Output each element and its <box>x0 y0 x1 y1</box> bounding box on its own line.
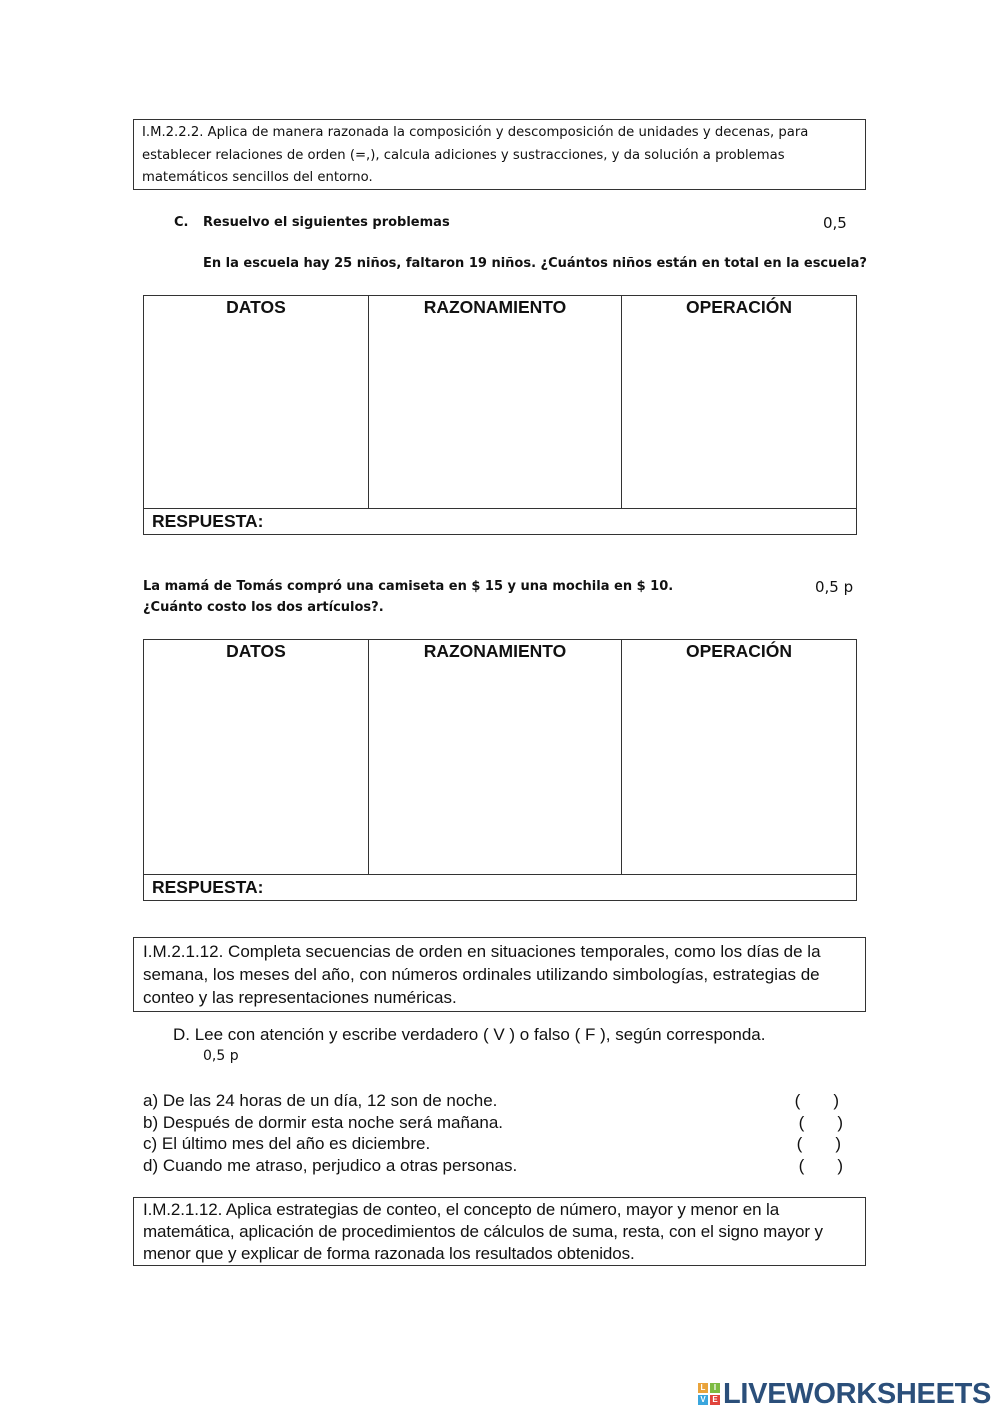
list-item <box>143 1133 853 1155</box>
list-item <box>143 1090 853 1112</box>
problem-2-operacion-cell[interactable] <box>622 640 857 875</box>
logo-mark-i: I <box>710 1383 720 1393</box>
problem-1-answer-label: RESPUESTA: <box>152 511 264 531</box>
problem-1-table <box>143 295 857 535</box>
problem-2-razonamiento-cell[interactable] <box>369 640 622 875</box>
liveworksheets-logo[interactable] <box>698 1377 992 1410</box>
problem-1-header-operacion: OPERACIÓN <box>686 297 792 317</box>
indicator-text-1: I.M.2.2.2. Aplica de manera razonada la composición y descomposición de unidades y decenas, para establecer relaciones de orden (=,), calcula adiciones y sustracciones, y da solución a problemas matemáticos sencillos del entorno. <box>142 125 809 185</box>
statement-text: a) De las 24 horas de un día, 12 son de noche. <box>143 1091 498 1110</box>
problem-1-header-razonamiento: RAZONAMIENTO <box>423 297 567 317</box>
statement-text: d) Cuando me atraso, perjudico a otras personas. <box>143 1155 518 1175</box>
logo-text: LIVEWORKSHEETS <box>723 1377 992 1410</box>
section-c-title: Resuelvo el siguientes problemas <box>203 215 450 230</box>
problem-1-answer-row[interactable] <box>144 509 857 535</box>
answer-blank[interactable]: ( ) <box>796 1134 841 1153</box>
problem-2-answer-row[interactable] <box>144 875 857 901</box>
statement-text: c) El último mes del año es diciembre. <box>143 1134 431 1153</box>
problem-2-question-line1: La mamá de Tomás compró una camiseta en $ 15 y una mochila en $ 10. <box>143 579 674 594</box>
problem-2-answer-label: RESPUESTA: <box>152 877 264 897</box>
indicator-text-2: I.M.2.1.12. Completa secuencias de orden en situaciones temporales, como los días de la semana, los meses del año, con números ordinales utilizando simbologías, estrategias de conteo y las representaciones numéricas. <box>143 942 821 1007</box>
list-item <box>143 1155 853 1177</box>
problem-1-question: En la escuela hay 25 niños, faltaron 19 niños. ¿Cuántos niños están en total en la escuela? <box>203 256 867 271</box>
list-item <box>143 1112 853 1134</box>
answer-blank[interactable]: ( ) <box>798 1112 843 1132</box>
indicator-text-3: I.M.2.1.12. Aplica estrategias de conteo, el concepto de número, mayor y menor en la matemática, aplicación de procedimientos de cálculos de suma, resta, con el signo mayor y menor que y explicar de forma razonada los resultados obtenidos. <box>143 1200 823 1263</box>
problem-2-datos-cell[interactable] <box>144 640 369 875</box>
statement-text: b) Después de dormir esta noche será mañana. <box>143 1112 504 1132</box>
indicator-box-3 <box>133 1197 866 1266</box>
logo-mark-v: V <box>698 1395 708 1405</box>
problem-1-razonamiento-cell[interactable] <box>369 296 622 509</box>
problem-1-datos-cell[interactable] <box>144 296 369 509</box>
section-c-points: 0,5 <box>823 214 847 232</box>
logo-mark-icon <box>698 1383 720 1405</box>
problem-1-header-datos: DATOS <box>226 297 286 317</box>
indicator-box-1 <box>133 119 866 190</box>
true-false-list <box>143 1090 853 1176</box>
answer-blank[interactable]: ( ) <box>798 1155 843 1175</box>
indicator-box-2 <box>133 937 866 1012</box>
problem-1-operacion-cell[interactable] <box>622 296 857 509</box>
problem-2-table <box>143 639 857 901</box>
problem-2-header-operacion: OPERACIÓN <box>686 641 792 661</box>
answer-blank[interactable]: ( ) <box>794 1091 839 1110</box>
section-d-instruction: D. Lee con atención y escribe verdadero ( V ) o falso ( F ), según corresponda. <box>173 1025 766 1044</box>
problem-2-header-datos: DATOS <box>226 641 286 661</box>
section-d-points: 0,5 p <box>203 1048 239 1064</box>
logo-mark-e: E <box>710 1395 720 1405</box>
problem-2-question-line2: ¿Cuánto costo los dos artículos?. <box>143 600 384 615</box>
problem-2-points: 0,5 p <box>815 578 854 596</box>
problem-2-header-razonamiento: RAZONAMIENTO <box>423 641 567 661</box>
logo-mark-l: L <box>698 1383 708 1393</box>
section-c-letter: C. <box>174 215 189 230</box>
